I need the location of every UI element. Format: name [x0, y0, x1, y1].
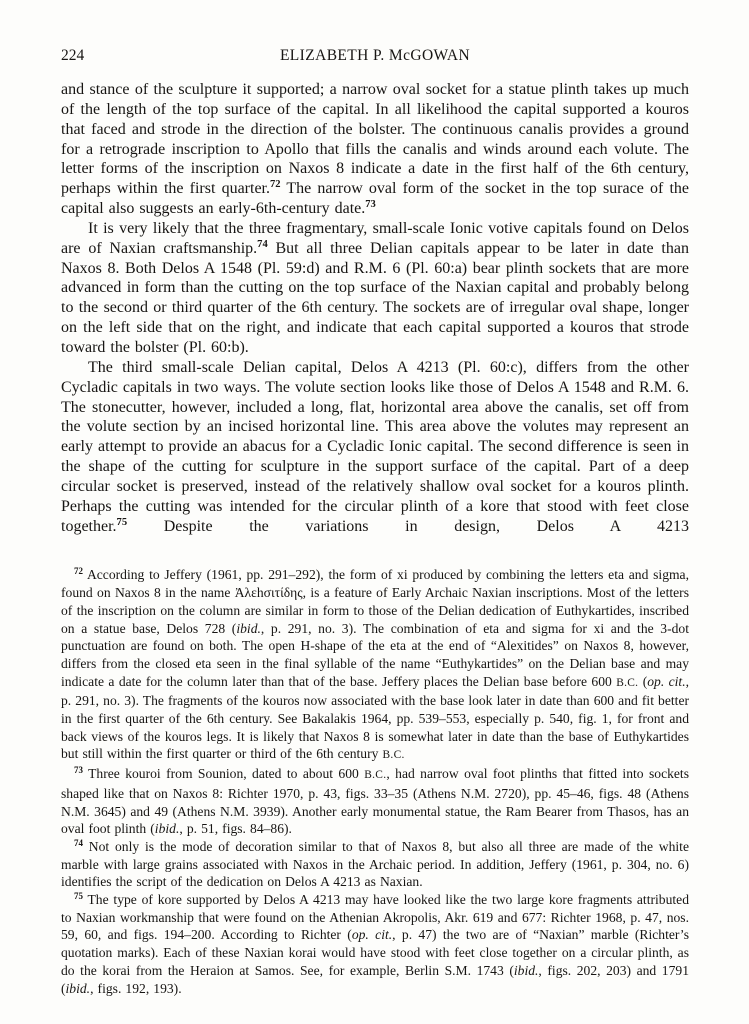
- footnote-reference: 74: [257, 238, 268, 250]
- text-run: According to Jeffery (1961, pp. 291–292), the form of xi produced by combining the letters eta and sigma, found on Naxos 8 in the name: [61, 567, 689, 601]
- footnote-reference: 75: [74, 891, 83, 902]
- text-run: op. cit.: [351, 927, 393, 943]
- text-run: B.C.: [364, 769, 387, 782]
- footnote-reference: 73: [74, 765, 83, 776]
- text-run: , p. 291, no. 3). The combination of eta and sigma for xi and the 3-dot punctuation are found on both. The open H-shape of the eta at the end of “Alexitides” on Naxos 8, however, differs from the closed eta seen in the final syllable of the name “Euthykartides” on the Delian base and may indicate a date for the column later than that of the base. Jeffery places the Delian base before 600: [61, 620, 689, 689]
- text-run: The type of kore supported by Delos A 4213 may have looked like the two large kore fragments attributed to Naxian workmanship that were found on the Athenian Akropolis, Akr. 619 and 677: Richter 1968, p. 47, nos. 59, 60, and figs. 194–200. According to Richter (: [61, 892, 689, 943]
- body-paragraph-delian-capitals: [61, 219, 689, 358]
- text-run: Three kouroi from Sounion, dated to about 600: [82, 766, 365, 782]
- text-run: Ἀλεhσιτίδης: [234, 585, 303, 601]
- text-run: , p. 47) the two are of “Naxian” marble (Richter’s quotation marks). Each of these Naxian korai would have stood with feet close together on a circular plinth, as do the korai from the Heraion at Samos. See, for example, Berlin S.M. 1743 (: [61, 927, 690, 978]
- page-number: 224: [61, 47, 85, 64]
- text-run: It is very likely that the three fragmentary, small-scale Ionic votive capitals found on Delos are of Naxian craftsmanship.: [61, 219, 689, 257]
- body-paragraph-delos-a-4213: [61, 358, 689, 537]
- text-run: , p. 51, figs. 84–86).: [179, 821, 292, 837]
- text-run: ibid.: [513, 962, 539, 978]
- article-body: [61, 80, 689, 536]
- text-run: ibid.: [154, 821, 180, 837]
- footnote-reference: 73: [365, 199, 376, 211]
- text-run: ibid.: [65, 980, 91, 996]
- text-run: Despite the variations in design, Delos A 4213: [127, 517, 689, 535]
- text-run: B.C.: [616, 676, 639, 689]
- footnote-75: [61, 891, 689, 997]
- text-run: , is a feature of Early Archaic Naxian inscriptions. Most of the letters of the inscription on the column are similar in form to those of the Delian dedication of Euthykartides, inscribed on a statue base, Delos 728 (: [61, 585, 689, 636]
- footnote-73: [61, 765, 689, 838]
- text-run: , figs. 202, 203) and 1791 (: [61, 962, 689, 996]
- footnote-reference: 75: [116, 516, 128, 528]
- text-run: and stance of the sculpture it supported; a narrow oval socket for a statue plinth takes up much of the length of the top surface of the capital. In all likelihood the capital supported a kouros that faced and strode in the direction of the bolster. The continuous canalis provides a ground for a retrograde inscription to Apollo that fills the canalis and winds around each volute. The letter forms of the inscription on Naxos 8 indicate a date in the first half of the 6th century, perhaps within the first quarter.: [61, 81, 689, 198]
- text-run: But all three Delian capitals appear to be later in date than Naxos 8. Both Delos A 1548 (Pl. 59:d) and R.M. 6 (Pl. 60:a) bear plinth sockets that are more advanced in form than the cutting on the top surface of the Naxian capital and probably belong to the second or third quarter of the 6th century. The sockets are of irregular oval shape, longer on the left side that on the right, and indicate that each capital supported a kouros that strode toward the bolster (Pl. 60:b).: [61, 239, 689, 356]
- text-run: The narrow oval form of the socket in the top surace of the capital also suggests an early-6th-century date.: [61, 180, 689, 218]
- text-run: op. cit.: [647, 673, 686, 689]
- body-paragraph-continuation: [61, 80, 689, 219]
- text-run: The third small-scale Delian capital, Delos A 4213 (Pl. 60:c), differs from the other Cycladic capitals in two ways. The volute section looks like those of Delos A 1548 and R.M. 6. The stonecutter, however, included a long, flat, horizontal area above the canalis, set off from the volute section by an incised horizontal line. This area above the volutes may represent an early attempt to provide an abacus for a Cycladic Ionic capital. The second difference is seen in the shape of the cutting for sculpture in the support surface of the capital. Part of a deep circular socket is preserved, instead of the relatively shallow oval socket for a kouros plinth. Perhaps the cutting was intended for the circular plinth of a kore that stood with feet close together.: [61, 358, 689, 535]
- footnotes-section: [61, 566, 689, 997]
- running-header: [61, 47, 689, 65]
- footnote-reference: 74: [74, 838, 83, 849]
- footnote-74: [61, 838, 689, 891]
- text-run: (: [638, 673, 648, 689]
- footnote-reference: 72: [74, 566, 83, 577]
- footnote-72: [61, 566, 689, 765]
- footnote-reference: 72: [270, 179, 281, 191]
- running-head-author: ELIZABETH P. McGOWAN: [279, 47, 471, 64]
- text-run: ibid.: [236, 620, 261, 636]
- text-run: , figs. 192, 193).: [90, 980, 182, 996]
- text-run: , p. 291, no. 3). The fragments of the kouros now associated with the base look later in date than 600 and fit better in the first quarter of the 6th century. See Bakalakis 1964, pp. 539–553, especially p. 540, fig. 1, for front and back views of the kouros legs. It is likely that Naxos 8 is somewhat later in date than the base of Euthykartides but still within the first quarter or third of the 6th century: [61, 673, 690, 762]
- text-run: B.C.: [382, 749, 405, 762]
- text-run: Not only is the mode of decoration similar to that of Naxos 8, but also all three are made of the white marble with large grains associated with Naxos in the Archaic period. In addition, Jeffery (1961, p. 304, no. 6) identifies the script of the dedication on Delos A 4213 as Naxian.: [61, 838, 689, 890]
- text-run: , had narrow oval foot plinths that fitted into sockets shaped like that on Naxos 8: Richter 1970, p. 43, figs. 33–35 (Athens N.M. 2720), pp. 45–46, figs. 48 (Athens N.M. 3645) and 49 (Athens N.M. 3939). Another early monumental statue, the Ram Bearer from Thasos, has an oval foot plinth (: [61, 766, 689, 837]
